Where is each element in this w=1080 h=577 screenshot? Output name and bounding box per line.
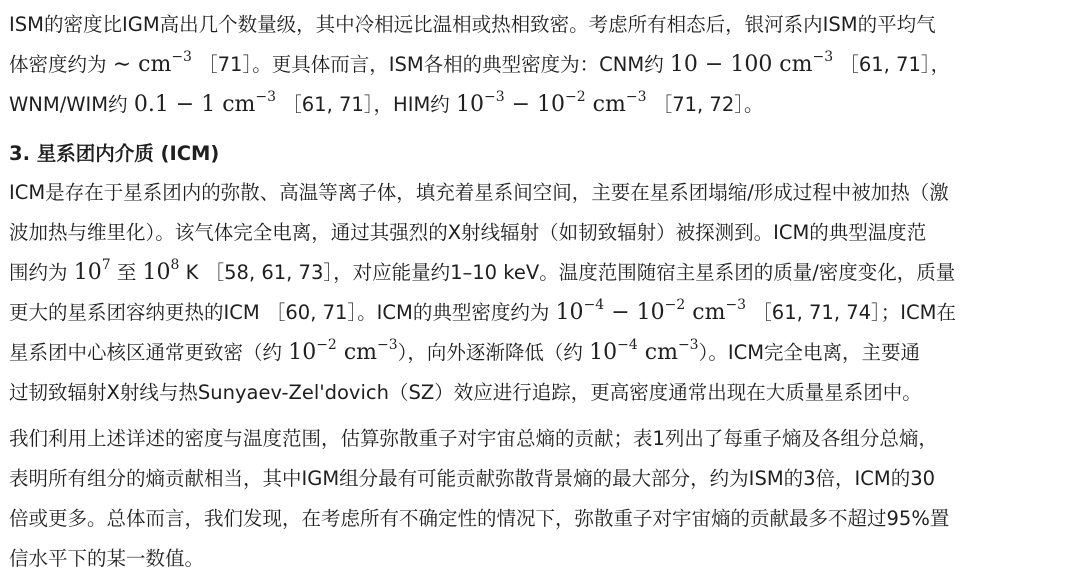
math-text: 10 (142, 260, 171, 285)
math-expression (669, 49, 834, 77)
math-expression (555, 297, 747, 325)
math-expression (133, 89, 277, 117)
math-text: 10 (589, 340, 618, 365)
text-line (9, 173, 956, 213)
math-superscript: −3 (812, 49, 834, 65)
text-line (9, 45, 950, 85)
math-text: cm (685, 300, 726, 325)
math-text: ∼ cm (112, 52, 172, 77)
text-span: ［61, 71, 74］；ICM在 (746, 301, 956, 324)
math-expression (589, 337, 699, 365)
text-line (9, 419, 949, 459)
math-superscript: −3 (483, 89, 505, 105)
math-superscript: −3 (255, 89, 277, 105)
math-expression (142, 257, 180, 285)
text-span: 至 (110, 261, 143, 284)
math-superscript: 7 (101, 257, 111, 273)
paragraph-ism-density (9, 5, 950, 125)
math-superscript: −4 (617, 337, 638, 353)
text-line (9, 499, 949, 539)
math-text: 10 (73, 260, 102, 285)
math-expression (73, 257, 111, 285)
text-span: 更大的星系团容纳更热的ICM ［60, 71］。ICM的典型密度约为 (9, 301, 556, 324)
text-span: ICM是存在于星系团内的弥散、高温等离子体，填充着星系间空间，主要在星系团塌缩/形成过程中被加热（激 (9, 181, 949, 204)
text-span: 过韧致辐射X射线与热Sunyaev-Zel'dovich（SZ）效应进行追踪，更高密度通常出现在大质量星系团中。 (9, 381, 922, 404)
text-span: ［71, 72］。 (646, 93, 764, 116)
text-line (9, 373, 956, 413)
text-span: 星系团中心核区通常更致密（约 (9, 341, 289, 364)
math-text: − 10 (604, 300, 665, 325)
math-superscript: −3 (377, 337, 398, 353)
math-superscript: −3 (625, 89, 647, 105)
math-superscript: −2 (664, 297, 686, 313)
text-line (9, 293, 956, 333)
text-span: ［61, 71］，HIM约 (276, 93, 456, 116)
math-text: 0.1 − 1 cm (133, 92, 256, 117)
math-expression (112, 49, 192, 77)
math-text: cm (585, 92, 626, 117)
text-span: 表明所有组分的熵贡献相当，其中IGM组分最有可能贡献弥散背景熵的最大部分，约为ISM的3倍，ICM的30 (9, 467, 936, 490)
math-superscript: −3 (677, 337, 699, 353)
text-span: 我们利用上述详述的密度与温度范围，估算弥散重子对宇宙总熵的贡献；表1列出了每重子熵及各组分总熵， (9, 427, 938, 450)
math-superscript: −2 (316, 337, 337, 353)
math-text: cm (637, 340, 678, 365)
text-span: 体密度约为 (9, 53, 113, 76)
math-expression (455, 89, 647, 117)
math-superscript: −3 (725, 297, 747, 313)
text-span: 围约为 (9, 261, 74, 284)
math-superscript: −4 (583, 297, 605, 313)
text-span: 信水平下的某一数值。 (9, 547, 205, 570)
text-line (9, 213, 956, 253)
text-line (9, 85, 950, 125)
text-span: ISM的密度比IGM高出几个数量级，其中冷相远比温相或热相致密。考虑所有相态后，银河系内ISM的平均气 (9, 13, 936, 36)
math-text: 10 (555, 300, 584, 325)
text-span: 倍或更多。总体而言，我们发现，在考虑所有不确定性的情况下，弥散重子对宇宙熵的贡献最多不超过95%置 (9, 507, 950, 530)
math-superscript: −2 (565, 89, 586, 105)
text-line (9, 333, 956, 373)
text-span: ），向外逐渐降低（约 (397, 341, 590, 364)
math-expression (288, 337, 398, 365)
text-span: ［61, 71］， (833, 53, 951, 76)
paragraph-icm (9, 173, 956, 413)
text-line (9, 539, 949, 577)
paragraph-entropy (9, 419, 949, 577)
text-span: WNM/WIM约 (9, 93, 134, 116)
text-line (9, 459, 949, 499)
text-span: ）。ICM完全电离，主要通 (698, 341, 921, 364)
math-superscript: −3 (171, 49, 192, 65)
text-span: ［71］。更具体而言，ISM各相的典型密度为：CNM约 (191, 53, 670, 76)
text-span: 波加热与维里化）。该气体完全电离，通过其强烈的X射线辐射（如韧致辐射）被探测到。ICM的典型温度范 (9, 221, 927, 244)
section-heading: 3. 星系团内介质 (ICM) (9, 142, 220, 165)
text-line (9, 5, 950, 45)
math-text: 10 (455, 92, 484, 117)
text-line (9, 253, 956, 293)
math-text: cm (336, 340, 378, 365)
math-text: − 10 (504, 92, 566, 117)
math-text: 10 (288, 340, 317, 365)
math-superscript: 8 (170, 257, 180, 273)
math-text: 10 − 100 cm (669, 52, 813, 77)
text-span: K ［58, 61, 73］，对应能量约1–10 keV。温度范围随宿主星系团的质量/密度变化，质量 (179, 261, 956, 284)
